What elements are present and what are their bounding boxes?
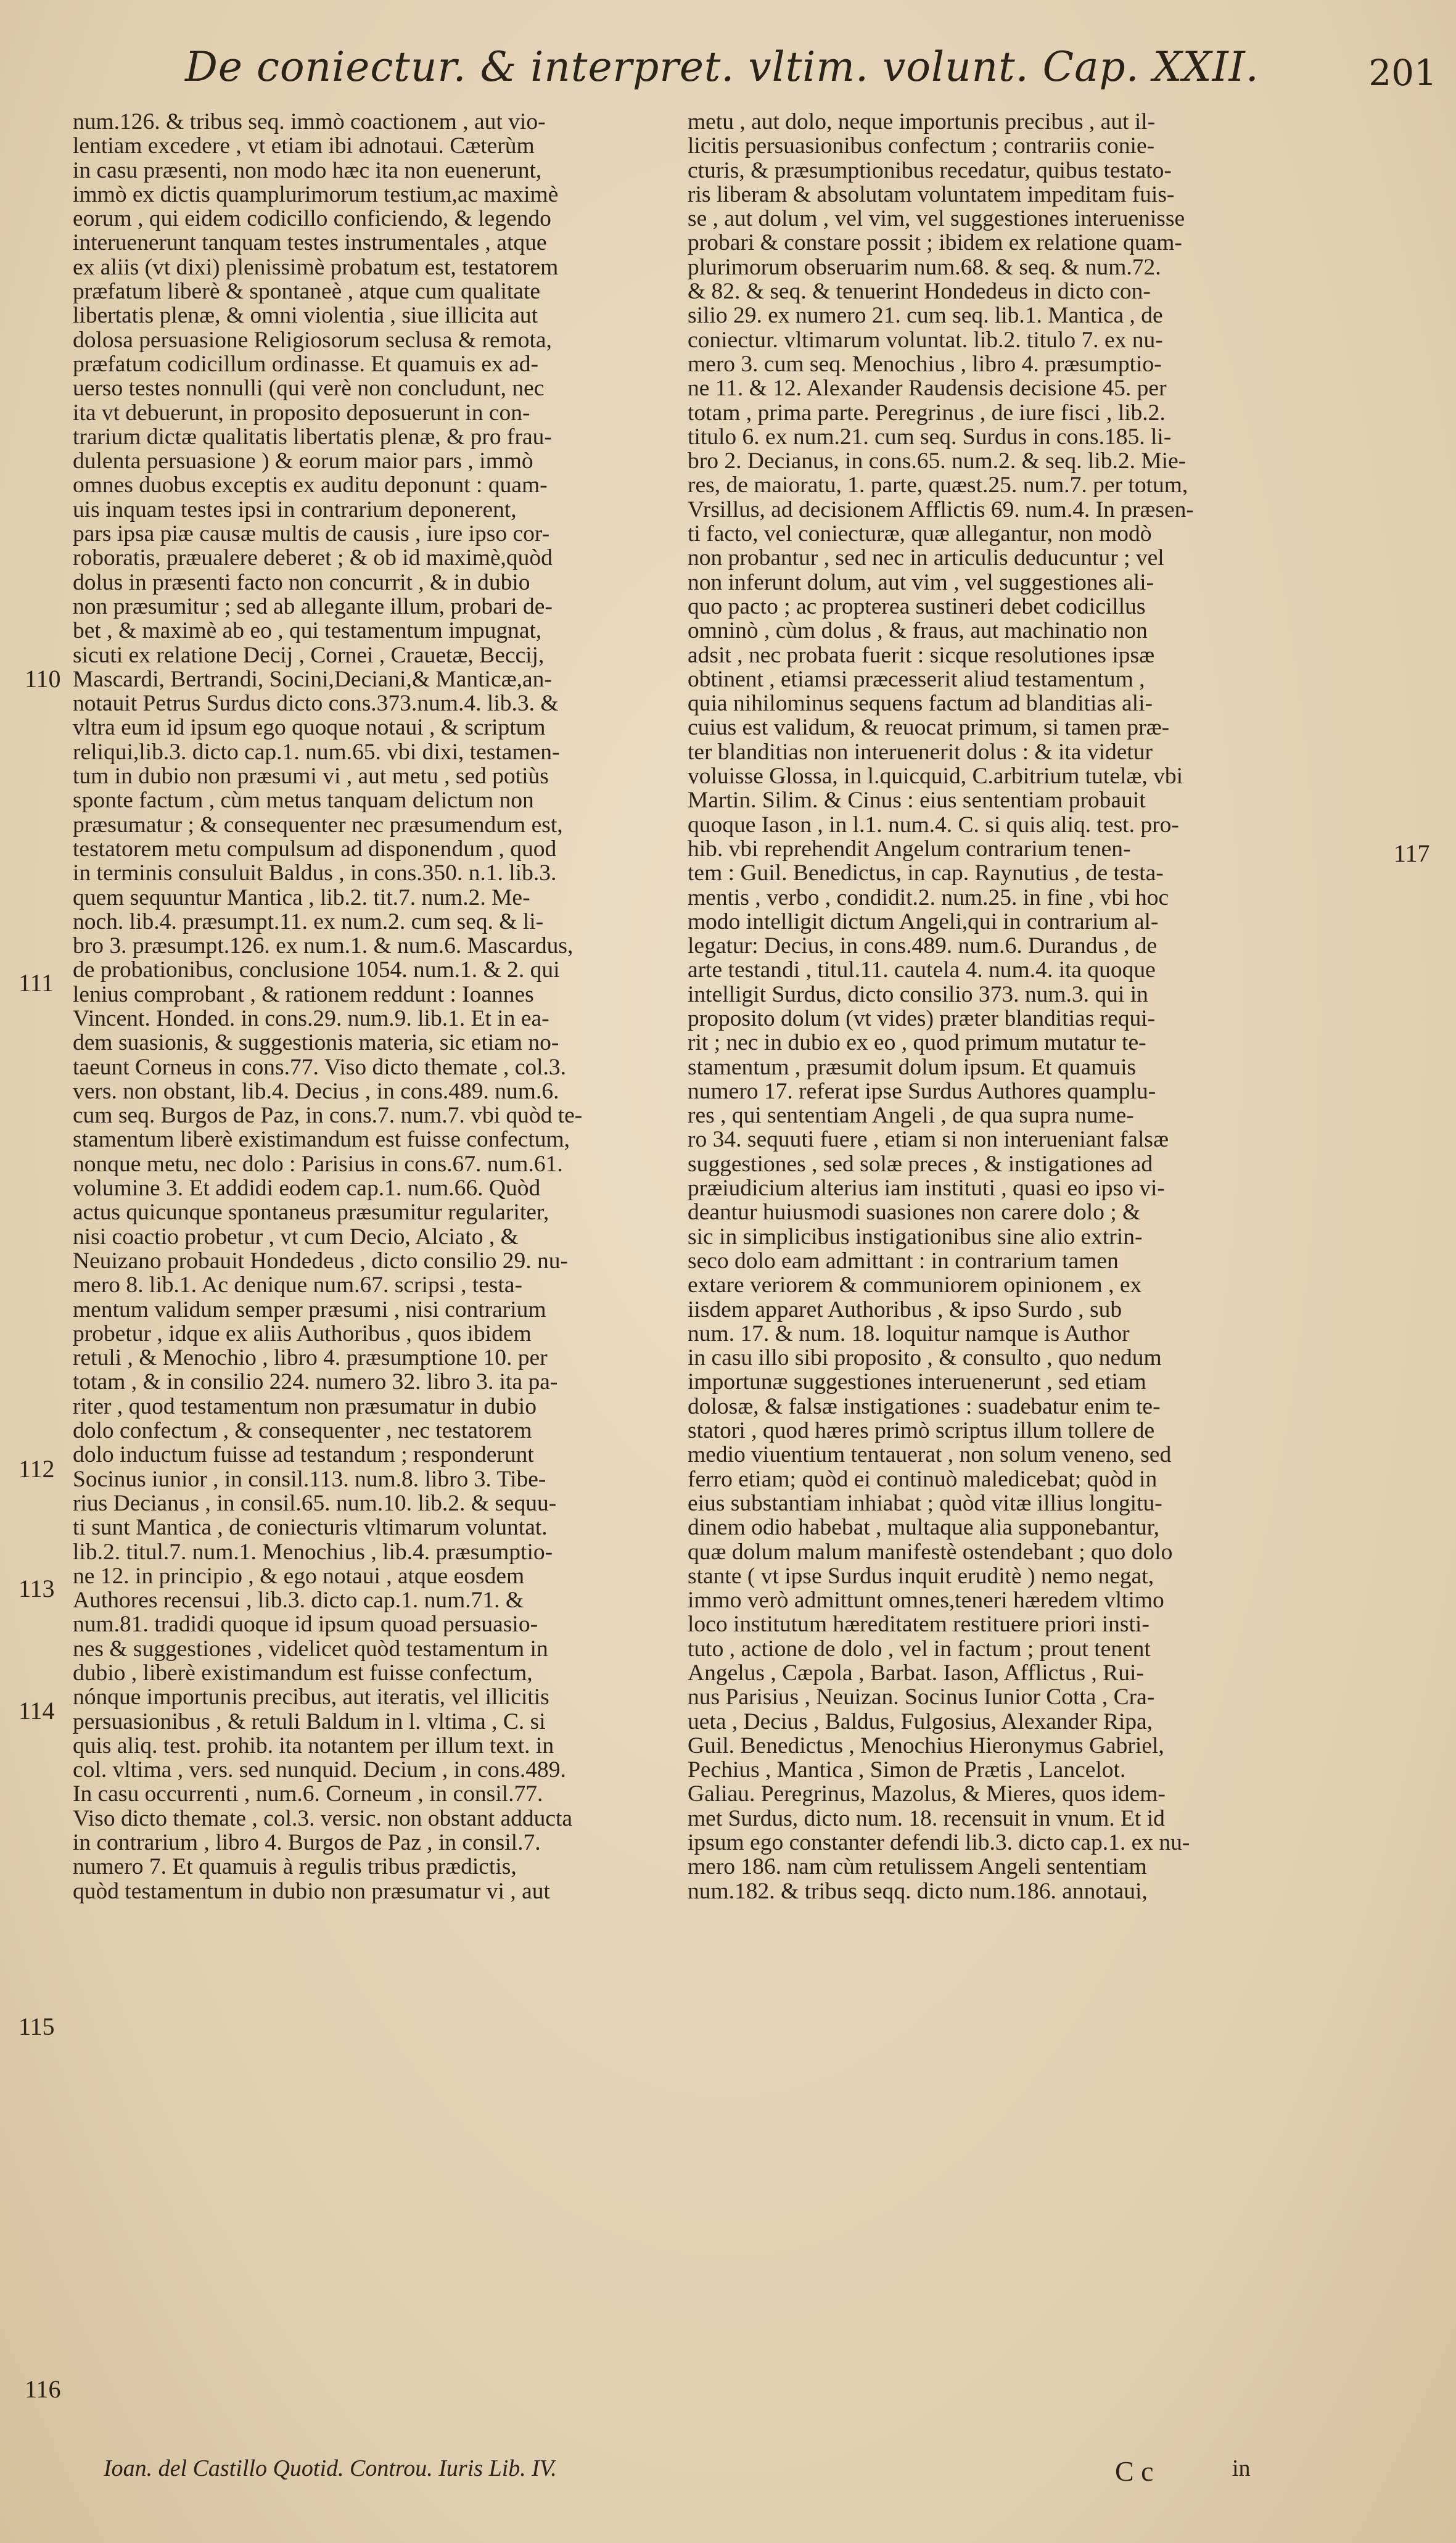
text-line: uerso testes nonnulli (qui verè non concludunt, nec (73, 376, 545, 401)
text-line: seco dolo eam admittant : in contrarium tamen (688, 1248, 1119, 1274)
text-line: lib.2. titul.7. num.1. Menochius , lib.4. præsumptio- (73, 1539, 553, 1564)
text-line: mero 3. cum seq. Menochius , libro 4. præsumptio- (688, 352, 1162, 377)
text-line: Angelus , Cæpola , Barbat. Iason, Afflictus , Rui- (688, 1661, 1144, 1686)
text-line: ne 12. in principio , & ego notaui , atque eosdem (73, 1564, 525, 1589)
text-line: num.81. tradidi quoque id ipsum quoad persuasio- (73, 1612, 538, 1637)
text-line: interuenerunt tanquam testes instrumentales , atque (73, 231, 547, 255)
left-column (73, 110, 689, 1903)
text-line: persuasionibus , & retuli Baldum in l. vltima , C. si (73, 1709, 546, 1734)
text-line: testatorem metu compulsum ad disponendum , quod (73, 836, 557, 862)
folio-number: 201 (1368, 52, 1437, 94)
text-line: non probantur , sed nec in articulis deducuntur ; vel (688, 546, 1164, 571)
text-line: ita vt debuerunt, in proposito deposuerunt in con- (73, 400, 530, 425)
text-line: libertatis plenæ, & omni violentia , siue illicita aut (73, 303, 538, 328)
text-line: pars ipsa piæ causæ multis de causis , iure ipso cor- (73, 522, 550, 546)
text-line: eius substantiam inhiabat ; quòd vitæ illius longitu- (688, 1491, 1162, 1516)
text-line: mentis , verbo , condidit.2. num.25. in fine , vbi hoc (688, 885, 1169, 910)
page-footer (73, 2455, 1325, 2486)
text-line: quòd testamentum in dubio non præsumatur vi , aut (73, 1879, 550, 1903)
text-line: sicuti ex relatione Decij , Cornei , Crauetæ, Beccij, (73, 643, 545, 667)
text-line: importunæ suggestiones interuenerunt , sed etiam (688, 1370, 1146, 1395)
text-line: in casu præsenti, non modo hæc ita non euenerunt, (73, 158, 542, 183)
text-line: tuto , actione de dolo , vel in factum ; prout tenent (688, 1636, 1151, 1661)
text-line: Galiau. Peregrinus, Mazolus, & Mieres, quos idem- (688, 1782, 1166, 1807)
text-line: cuius est validum, & reuocat primum, si tamen præ- (688, 715, 1170, 740)
text-line: omnes duobus exceptis ex auditu deponunt : quam- (73, 473, 548, 498)
text-line: Viso dicto themate , col.3. versic. non obstant adducta (73, 1806, 573, 1831)
text-line: dinem odio habebat , multaque alia supponebantur, (688, 1515, 1159, 1540)
text-line: met Surdus, dicto num. 18. recensuit in vnum. Et id (688, 1806, 1165, 1831)
text-line: cum seq. Burgos de Paz, in cons.7. num.7. vbi quòd te- (73, 1103, 583, 1128)
text-line: medio viuentium tentauerat , non solum veneno, sed (688, 1443, 1172, 1467)
text-line: quia nihilominus sequens factum ad blanditias ali- (688, 691, 1153, 716)
text-line: mero 186. nam cùm retulissem Angeli sententiam (688, 1855, 1147, 1879)
text-line: ter blanditias non interuenerit dolus : & ita videtur (688, 740, 1153, 765)
text-line: dolo inductum fuisse ad testandum ; responderunt (73, 1443, 534, 1467)
text-line: dulenta persuasione ) & eorum maior pars , immò (73, 449, 533, 474)
text-line: lentiam excedere , vt etiam ibi adnotaui. Cæterùm (73, 134, 535, 159)
text-line: quo pacto ; ac propterea sustineri debet codicillus (688, 594, 1146, 619)
text-line: ris liberam & absolutam voluntatem impeditam fuis- (688, 182, 1175, 207)
text-line: iisdem apparet Authoribus , & ipso Surdo , sub (688, 1297, 1122, 1322)
text-line: stante ( vt ipse Surdus inquit eruditè ) nemo negat, (688, 1564, 1154, 1589)
text-line: tum in dubio non præsumi vi , aut metu , sed potiùs (73, 764, 549, 789)
text-line: metu , aut dolo, neque importunis precibus , aut il- (688, 110, 1156, 134)
text-line: proposito dolum (vt vides) præter blanditias requi- (688, 1006, 1156, 1031)
text-line: dem suasionis, & suggestionis materia, sic etiam no- (73, 1031, 559, 1055)
text-line: Vincent. Honded. in cons.29. num.9. lib.1. Et in ea- (73, 1006, 549, 1031)
text-line: ex aliis (vt dixi) plenissimè probatum est, testatorem (73, 255, 559, 280)
text-line: nes & suggestiones , videlicet quòd testamentum in (73, 1636, 548, 1661)
text-line: in casu illo sibi proposito , & consulto , quo nedum (688, 1346, 1162, 1370)
text-line: obtinent , etiamsi præcesserit aliud testamentum , (688, 667, 1145, 692)
text-line: quis aliq. test. prohib. ita notantem per illum text. in (73, 1733, 554, 1758)
text-line: non præsumitur ; sed ab allegante illum, probari de- (73, 594, 553, 619)
text-line: probari & constare possit ; ibidem ex relatione quam- (688, 231, 1182, 255)
text-line: Pechius , Mantica , Simon de Prætis , Lancelot. (688, 1758, 1126, 1783)
text-line: vers. non obstant, lib.4. Decius , in cons.489. num.6. (73, 1079, 559, 1104)
text-line: Socinus iunior , in consil.113. num.8. libro 3. Tibe- (73, 1467, 546, 1491)
text-line: volumine 3. Et addidi eodem cap.1. num.66. Quòd (73, 1176, 541, 1201)
text-line: quoque Iason , in l.1. num.4. C. si quis aliq. test. pro- (688, 812, 1179, 837)
text-line: sponte factum , cùm metus tanquam delictum non (73, 788, 534, 813)
text-line: res , qui sententiam Angeli , de qua supra nume- (688, 1103, 1134, 1128)
text-line: immò ex dictis quamplurimorum testium,ac maximè (73, 182, 559, 207)
text-line: rius Decianus , in consil.65. num.10. lib.2. & sequu- (73, 1491, 557, 1516)
text-line: notauit Petrus Surdus dicto cons.373.num.4. lib.3. & (73, 691, 559, 716)
text-line: statori , quod hæres primò scriptus illum tollere de (688, 1419, 1155, 1443)
text-line: non inferunt dolum, aut vim , vel suggestiones ali- (688, 570, 1154, 595)
text-line: taeunt Corneus in cons.77. Viso dicto themate , col.3. (73, 1055, 567, 1079)
text-line: trarium dictæ qualitatis libertatis plenæ, & pro frau- (73, 424, 552, 450)
text-line: modo intelligit dictum Angeli,qui in contrarium al- (688, 909, 1159, 934)
text-line: ti sunt Mantica , de coniecturis vltimarum voluntat. (73, 1515, 548, 1540)
text-line: uis inquam testes ipsi in contrarium deponerent, (73, 497, 517, 522)
text-line: totam , & in consilio 224. numero 32. libro 3. ita pa- (73, 1370, 558, 1395)
running-title: De coniectur. & interpret. vltim. volunt. Cap. XXII. (185, 43, 1259, 91)
right-column (688, 110, 1307, 1903)
text-line: immo verò admittunt omnes,teneri hæredem vltimo (688, 1588, 1164, 1613)
text-line: bro 2. Decianus, in cons.65. num.2. & seq. lib.2. Mie- (688, 449, 1187, 474)
text-line: silio 29. ex numero 21. cum seq. lib.1. Mantica , de (688, 303, 1163, 328)
text-line: ti facto, vel coniecturæ, quæ allegantur, non modò (688, 522, 1152, 546)
text-line: tem : Guil. Benedictus, in cap. Raynutius , de testa- (688, 861, 1164, 886)
text-line: Neuizano probauit Hondedeus , dicto consilio 29. nu- (73, 1248, 568, 1274)
text-line: ferro etiam; quòd ei continuò maledicebat; quòd in (688, 1467, 1158, 1491)
footer-author-line: Ioan. del Castillo Quotid. Controu. Iuris Lib. IV. (104, 2455, 557, 2481)
text-line: nus Parisius , Neuizan. Socinus Iunior Cotta , Cra- (688, 1685, 1155, 1710)
margin-number: 116 (25, 2375, 61, 2403)
text-line: totam , prima parte. Peregrinus , de iure fisci , lib.2. (688, 400, 1166, 425)
text-line: reliqui,lib.3. dicto cap.1. num.65. vbi dixi, testamen- (73, 740, 560, 765)
text-line: præsumatur ; & consequenter nec præsumendum est, (73, 812, 563, 837)
text-line: ro 34. sequuti fuere , etiam si non interueniant falsæ (688, 1127, 1169, 1152)
text-line: dolo confectum , & consequenter , nec testatorem (73, 1419, 532, 1443)
text-line: retuli , & Menochio , libro 4. præsumptione 10. per (73, 1346, 548, 1370)
text-line: num.182. & tribus seqq. dicto num.186. annotaui, (688, 1879, 1148, 1903)
text-line: bet , & maximè ab eo , qui testamentum impugnat, (73, 619, 542, 643)
text-line: voluisse Glossa, in l.quicquid, C.arbitrium tutelæ, vbi (688, 764, 1183, 789)
text-line: præfatum liberè & spontaneè , atque cum qualitate (73, 279, 541, 304)
text-line: Mascardi, Bertrandi, Socini,Deciani,& Manticæ,an- (73, 667, 552, 692)
text-line: omninò , cùm dolus , & fraus, aut machinatio non (688, 619, 1148, 643)
text-line: ipsum ego constanter defendi lib.3. dicto cap.1. ex nu- (688, 1831, 1190, 1855)
text-line: hib. vbi reprehendit Angelum contrarium tenen- (688, 836, 1131, 862)
text-line: mentum validum semper præsumi , nisi contrarium (73, 1297, 546, 1322)
text-line: Martin. Silim. & Cinus : eius sententiam probauit (688, 788, 1146, 813)
text-line: licitis persuasionibus confectum ; contrariis conie- (688, 134, 1155, 159)
text-line: de probationibus, conclusione 1054. num.1. & 2. qui (73, 958, 560, 983)
text-line: quæ dolum malum manifestè ostendebant ; quo dolo (688, 1539, 1173, 1564)
text-line: rit ; nec in dubio ex eo , quod primum mutatur te- (688, 1031, 1146, 1055)
text-line: actus quicunque spontaneus præsumitur regulariter, (73, 1200, 549, 1225)
text-line: in contrarium , libro 4. Burgos de Paz , in consil.7. (73, 1831, 541, 1855)
text-line: in terminis consuluit Baldus , in cons.350. n.1. lib.3. (73, 861, 557, 886)
margin-number: 114 (19, 1697, 55, 1725)
margin-number: 115 (19, 2013, 55, 2040)
text-line: eorum , qui eidem codicillo conficiendo, & legendo (73, 207, 551, 231)
text-line: suggestiones , sed solæ preces , & instigationes ad (688, 1152, 1153, 1177)
text-line: In casu occurrenti , num.6. Corneum , in consil.77. (73, 1782, 543, 1807)
text-line: res, de maioratu, 1. parte, quæst.25. num.7. per totum, (688, 473, 1188, 498)
text-line: adsit , nec probata fuerit : sicque resolutiones ipsæ (688, 643, 1155, 667)
catchword: in (1232, 2455, 1251, 2481)
text-line: dolus in præsenti facto non concurrit , & in dubio (73, 570, 530, 595)
text-line: extare veriorem & communiorem opinionem , ex (688, 1273, 1142, 1298)
text-line: mero 8. lib.1. Ac denique num.67. scripsi , testa- (73, 1273, 523, 1298)
text-line: lenius comprobant , & rationem reddunt : Ioannes (73, 982, 534, 1007)
text-line: intelligit Surdus, dicto consilio 373. num.3. qui in (688, 982, 1148, 1007)
text-line: quem sequuntur Mantica , lib.2. tit.7. num.2. Me- (73, 885, 530, 910)
text-line: deantur huiusmodi suasiones non carere dolo ; & (688, 1200, 1141, 1225)
text-line: bro 3. præsumpt.126. ex num.1. & num.6. Mascardus, (73, 934, 574, 958)
text-line: titulo 6. ex num.21. cum seq. Surdus in cons.185. li- (688, 424, 1172, 450)
text-line: dolosa persuasione Religiosorum seclusa & remota, (73, 328, 552, 352)
text-line: noch. lib.4. præsumpt.11. ex num.2. cum seq. & li- (73, 909, 544, 934)
text-line: ueta , Decius , Baldus, Fulgosius, Alexander Ripa, (688, 1709, 1153, 1734)
text-line: nónque importunis precibus, aut iteratis, vel illicitis (73, 1685, 549, 1710)
text-line: sic in simplicibus instigationibus sine alio extrin- (688, 1224, 1143, 1249)
text-line: ne 11. & 12. Alexander Raudensis decisione 45. per (688, 376, 1167, 401)
text-line: præfatum codicillum ordinasse. Et quamuis ex ad- (73, 352, 539, 377)
margin-number: 111 (19, 969, 54, 997)
text-line: numero 17. referat ipse Surdus Authores quamplu- (688, 1079, 1156, 1104)
text-line: se , aut dolum , vel vim, vel suggestiones interuenisse (688, 207, 1185, 231)
signature-mark: C c (1115, 2455, 1154, 2487)
text-line: Authores recensui , lib.3. dicto cap.1. num.71. & (73, 1588, 524, 1613)
text-line: nonque metu, nec dolo : Parisius in cons.67. num.61. (73, 1152, 563, 1177)
text-line: Vrsillus, ad decisionem Afflictis 69. num.4. In præsen- (688, 497, 1194, 522)
text-line: arte testandi , titul.11. cautela 4. num.4. ita quoque (688, 958, 1156, 983)
text-line: loco institutum hæreditatem restituere priori insti- (688, 1612, 1150, 1637)
text-line: numero 7. Et quamuis à regulis tribus prædictis, (73, 1855, 517, 1879)
text-line: dubio , liberè existimandum est fuisse confectum, (73, 1661, 533, 1686)
text-line: nisi coactio probetur , vt cum Decio, Alciato , & (73, 1224, 519, 1249)
text-line: plurimorum obseruarim num.68. & seq. & num.72. (688, 255, 1161, 280)
text-line: roboratis, præualere deberet ; & ob id maximè,quòd (73, 546, 553, 571)
text-line: stamentum liberè existimandum est fuisse confectum, (73, 1127, 570, 1152)
text-line: dolosæ, & falsæ instigationes : suadebatur enim te- (688, 1394, 1161, 1419)
page-header (185, 37, 1437, 105)
margin-number: 113 (19, 1575, 55, 1602)
text-line: præiudicium alterius iam instituti , quasi eo ipso vi- (688, 1176, 1165, 1201)
text-line: num. 17. & num. 18. loquitur namque is Author (688, 1321, 1130, 1346)
text-line: cturis, & præsumptionibus recedatur, quibus testato- (688, 158, 1172, 183)
text-line: probetur , idque ex aliis Authoribus , quos ibidem (73, 1321, 532, 1346)
text-line: & 82. & seq. & tenuerint Hondedeus in dicto con- (688, 279, 1151, 304)
text-line: coniectur. vltimarum voluntat. lib.2. titulo 7. ex nu- (688, 328, 1163, 352)
text-line: col. vltima , vers. sed nunquid. Decium , in cons.489. (73, 1758, 566, 1783)
text-line: riter , quod testamentum non præsumatur in dubio (73, 1394, 537, 1419)
margin-number: 112 (19, 1455, 55, 1483)
margin-number: 117 (1394, 839, 1430, 867)
text-line: vltra eum id ipsum ego quoque notaui , & scriptum (73, 715, 546, 740)
text-line: legatur: Decius, in cons.489. num.6. Durandus , de (688, 934, 1158, 958)
text-line: Guil. Benedictus , Menochius Hieronymus Gabriel, (688, 1733, 1164, 1758)
text-line: num.126. & tribus seq. immò coactionem , aut vio- (73, 110, 546, 134)
text-line: stamentum , præsumit dolum ipsum. Et quamuis (688, 1055, 1137, 1079)
margin-number: 110 (25, 665, 61, 693)
